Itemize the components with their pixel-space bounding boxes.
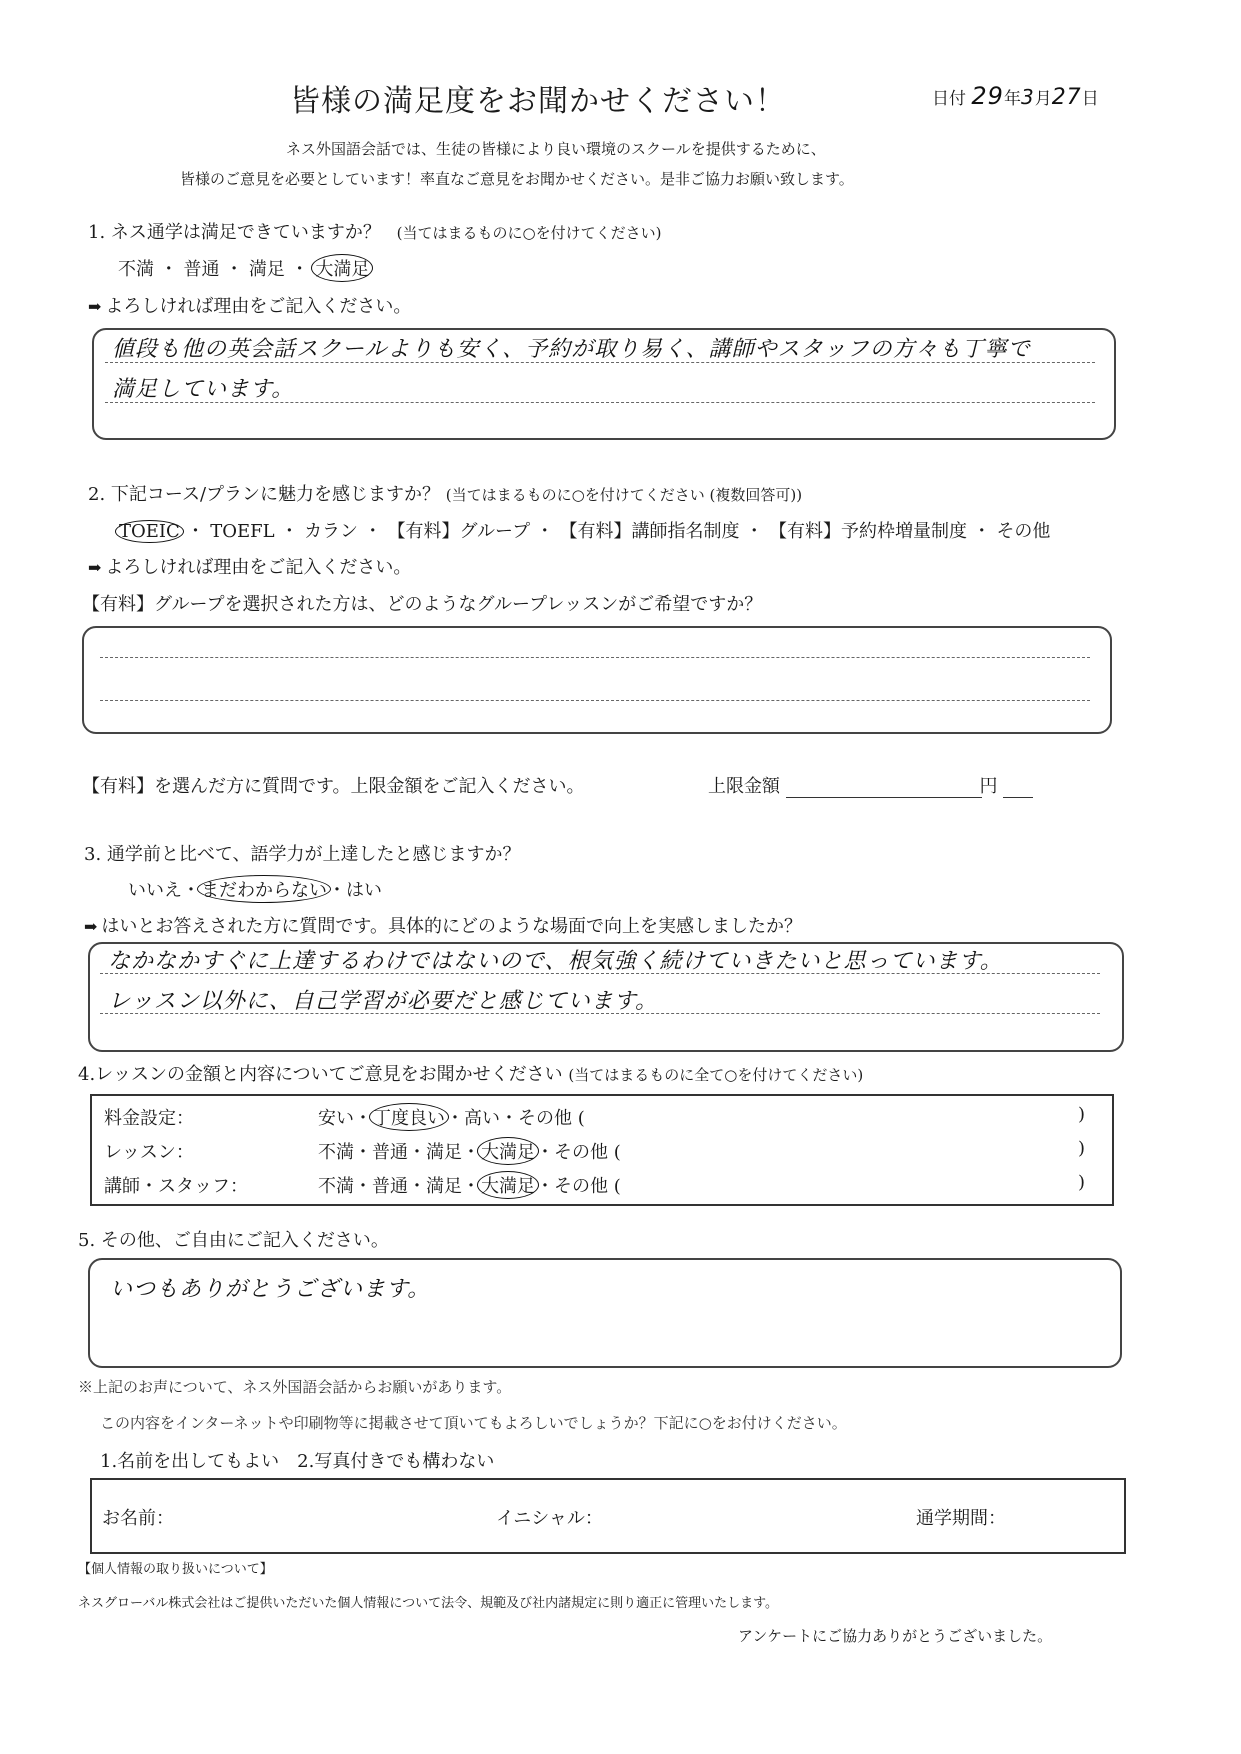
date-label: 日付 [932, 89, 966, 109]
q2-reason-prompt-text: よろしければ理由をご記入ください。 [105, 557, 412, 578]
q1-option[interactable]: 不満 [118, 259, 154, 280]
intro-line-1: ネス外国語会話では、生徒の皆様により良い環境のスクールを提供するために、 [286, 140, 826, 158]
q3-options: いいえ・まだわからない・はい [128, 876, 382, 902]
q3-option[interactable]: はい [346, 880, 382, 901]
q1-question-text: 1. ネス通学は満足できていますか？ [88, 222, 381, 243]
q1-answer-line-1: 値段も他の英会話スクールよりも安く、予約が取り易く、講師やスタッフの方々も丁寧で [112, 337, 1031, 362]
date-field [932, 82, 1099, 110]
year-suffix: 年 [1003, 89, 1021, 109]
q2-reason-prompt [88, 553, 411, 579]
period-label: 通学期間： [916, 1508, 1006, 1529]
q3-question: 3. 通学前と比べて、語学力が上達したと感じますか？ [84, 844, 521, 865]
q4-option-selected[interactable]: 大満足 [477, 1137, 539, 1165]
q4-question-text: 4.レッスンの金額と内容についてご意見をお聞かせください [78, 1064, 563, 1085]
q1-instruction: (当てはまるものに○を付けてください) [396, 224, 662, 242]
q3-answer-line-2: レッスン以外に、自己学習が必要だと感じています。 [108, 989, 659, 1014]
q2-option[interactable]: その他 [996, 521, 1051, 542]
q4-option[interactable]: 不満 [318, 1176, 354, 1197]
arrow-right-icon: ➡ [84, 917, 98, 936]
q1-reason-prompt [88, 292, 411, 318]
initial-label: イニシャル： [496, 1508, 603, 1529]
q2-option[interactable]: 【有料】グループ [387, 521, 531, 542]
q5-answer: いつもありがとうございます。 [110, 1277, 431, 1302]
q4-option-selected[interactable]: 丁度良い [369, 1103, 449, 1131]
q3-option-selected[interactable]: まだわからない [197, 875, 331, 903]
privacy-heading: 【個人情報の取り扱いについて】 [78, 1562, 273, 1577]
q2-option[interactable]: TOEFL [210, 521, 275, 542]
q4-option[interactable]: 高い [464, 1108, 500, 1129]
q3-followup [84, 912, 802, 938]
q2-option[interactable]: 【有料】講師指名制度 [559, 521, 740, 542]
q1-question [88, 218, 661, 244]
date-month: 3 [1020, 85, 1035, 109]
q4-row-options: 安い・丁度良い・高い・その他 ( [318, 1104, 585, 1130]
q2-instruction: (当てはまるものに○を付けてください (複数回答可)) [445, 486, 803, 504]
day-suffix: 日 [1081, 89, 1099, 109]
consent-note: ※上記のお声について、ネス外国語会話からお願いがあります。 [78, 1378, 512, 1396]
q1-reason-prompt-text: よろしければ理由をご記入ください。 [105, 296, 412, 317]
consent-options[interactable]: 1.名前を出してもよい 2.写真付きでも構わない [100, 1451, 495, 1472]
q1-option-selected[interactable]: 大満足 [311, 254, 373, 282]
q4-option[interactable]: その他 ( [518, 1108, 585, 1129]
q4-option[interactable]: その他 ( [554, 1142, 621, 1163]
q3-followup-text: はいとお答えされた方に質問です。具体的にどのような場面で向上を実感しましたか？ [101, 916, 802, 937]
q2-question-text: 2. 下記コース/プランに魅力を感じますか？ [88, 484, 441, 505]
q4-option-selected[interactable]: 大満足 [477, 1171, 539, 1199]
q4-row-options: 不満・普通・満足・大満足・その他 ( [318, 1172, 621, 1198]
q5-question: 5. その他、ご自由にご記入ください。 [78, 1230, 389, 1251]
q4-row-close: ) [1078, 1138, 1086, 1159]
q4-option[interactable]: 普通 [372, 1142, 408, 1163]
survey-title: 皆様の満足度をお聞かせください！ [290, 84, 786, 119]
date-year: 29 [971, 82, 1004, 110]
q2-limit-input[interactable] [786, 779, 982, 798]
q2-yen: 円 [979, 776, 998, 797]
q2-answer-rule [100, 657, 1090, 658]
q4-option[interactable]: 不満 [318, 1142, 354, 1163]
name-label: お名前： [102, 1508, 174, 1529]
q2-limit-label: 上限金額 [708, 776, 780, 797]
q2-option[interactable]: カラン [304, 521, 359, 542]
q4-option[interactable]: 満足 [426, 1176, 462, 1197]
q4-row-close: ) [1078, 1104, 1086, 1125]
q2-option[interactable]: 【有料】予約枠増量制度 [768, 521, 967, 542]
q1-option[interactable]: 普通 [183, 259, 220, 280]
consent-question: この内容をインターネットや印刷物等に掲載させて頂いてもよろしいでしょうか？下記に○をお付けください。 [100, 1414, 847, 1432]
q2-question [88, 480, 802, 506]
q4-option[interactable]: その他 ( [554, 1176, 621, 1197]
q2-limit-question: 【有料】を選んだ方に質問です。上限金額をご記入ください。 [82, 776, 585, 797]
q4-option[interactable]: 普通 [372, 1176, 408, 1197]
thanks-message: アンケートにご協力ありがとうございました。 [738, 1627, 1053, 1645]
intro-line-2: 皆様のご意見を必要としています！率直なご意見をお聞かせください。是非ご協力お願い致します。 [180, 170, 854, 188]
q2-option-selected[interactable]: TOEIC [115, 520, 184, 543]
q4-row-options: 不満・普通・満足・大満足・その他 ( [318, 1138, 621, 1164]
month-suffix: 月 [1034, 89, 1052, 109]
q3-option[interactable]: いいえ [128, 880, 182, 901]
q2-options: TOEIC ・ TOEFL ・ カラン ・ 【有料】グループ ・ 【有料】講師指名制度 ・ 【有料】予約枠増量制度 ・ その他 [118, 517, 1050, 543]
q4-question [78, 1060, 863, 1086]
q2-answer-rule [100, 700, 1090, 701]
q2-group-answer-box[interactable] [82, 626, 1112, 734]
q1-options: 不満 ・ 普通 ・ 満足 ・ 大満足 [118, 255, 370, 281]
q3-answer-line-1: なかなかすぐに上達するわけではないので、根気強く続けていきたいと思っています。 [108, 949, 1003, 974]
q2-group-question: 【有料】グループを選択された方は、どのようなグループレッスンがご希望ですか？ [82, 594, 763, 615]
q1-option[interactable]: 満足 [248, 259, 285, 280]
q1-answer-line-2: 満足しています。 [112, 377, 295, 402]
arrow-right-icon: ➡ [88, 558, 102, 577]
privacy-text: ネスグローバル株式会社はご提供いただいた個人情報について法令、規範及び社内諸規定に則り適正に管理いたします。 [78, 1596, 779, 1611]
arrow-right-icon: ➡ [88, 297, 102, 316]
q4-row-label: 料金設定： [104, 1108, 194, 1129]
q4-instruction: (当てはまるものに全て○を付けてください) [568, 1066, 864, 1084]
q2-limit-field [708, 772, 1033, 798]
date-day: 27 [1051, 85, 1082, 110]
q2-yen-underline [1003, 779, 1033, 798]
q4-option[interactable]: 満足 [426, 1142, 462, 1163]
q4-row-label: レッスン： [104, 1142, 194, 1163]
q4-row-label: 講師・スタッフ： [104, 1176, 248, 1197]
q4-option[interactable]: 安い [318, 1108, 354, 1129]
q4-row-close: ) [1078, 1172, 1086, 1193]
